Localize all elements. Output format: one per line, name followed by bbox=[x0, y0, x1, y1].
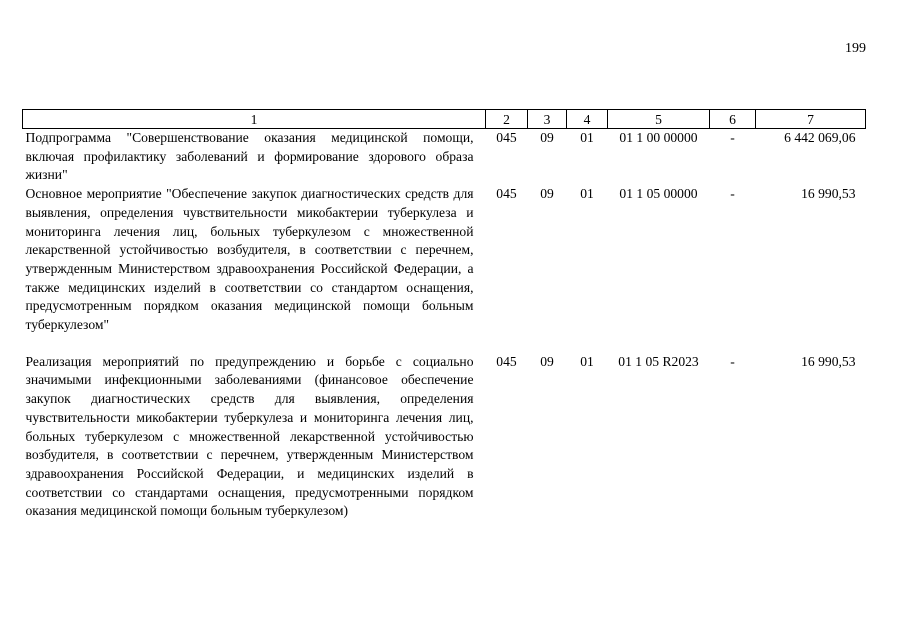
table-row bbox=[23, 353, 866, 521]
budget-table bbox=[22, 109, 866, 521]
row-col-6: - bbox=[730, 186, 735, 202]
row-col-5: 01 1 00 00000 bbox=[619, 130, 698, 145]
header-col-1: 1 bbox=[23, 110, 486, 129]
row-col-4: 01 bbox=[580, 130, 594, 145]
header-col-2: 2 bbox=[486, 110, 528, 129]
row-col-4: 01 bbox=[580, 186, 594, 202]
row-col-7: 16 990,53 bbox=[801, 353, 856, 369]
header-col-4: 4 bbox=[567, 110, 608, 129]
table-row bbox=[23, 129, 866, 186]
row-col-2: 045 bbox=[496, 186, 517, 202]
row-col-6: - bbox=[730, 353, 735, 369]
row-spacer bbox=[23, 335, 866, 353]
page-number: 199 bbox=[845, 41, 866, 56]
header-col-3: 3 bbox=[528, 110, 567, 129]
row-col-3: 09 bbox=[540, 186, 554, 202]
header-col-6: 6 bbox=[710, 110, 756, 129]
row-col-4: 01 bbox=[580, 353, 594, 369]
row-name: Подпрограмма "Совершенствование оказания медицинской помощи, включая профилактику заболеваний и формирование здорового образа жизни" bbox=[25, 130, 474, 183]
row-col-5: 01 1 05 R2023 bbox=[618, 353, 699, 369]
header-row bbox=[23, 110, 866, 129]
row-col-3: 09 bbox=[540, 130, 554, 145]
header-col-7: 7 bbox=[756, 110, 866, 129]
row-col-7: 16 990,53 bbox=[801, 186, 856, 202]
row-col-6: - bbox=[730, 130, 735, 145]
header-col-5: 5 bbox=[608, 110, 710, 129]
row-name: Основное мероприятие "Обеспечение закупок диагностических средств для выявления, определения чувствительности микобактерии туберкулеза и мониторинга лечения лиц, больных туберкулезом с множественной лекарственной устойчивостью возбудителя, в соответствии с перечнем, утвержденным Министерством здравоохранения Российской Федерации, а также медицинских изделий в соответствии со стандартом оснащения, предусмотренным порядком оказания медицинской помощи больным туберкулезом" bbox=[25, 186, 474, 333]
table-row bbox=[23, 185, 866, 335]
row-col-3: 09 bbox=[540, 353, 554, 369]
row-col-7: 6 442 069,06 bbox=[784, 130, 856, 145]
row-col-5: 01 1 05 00000 bbox=[619, 186, 698, 202]
row-col-2: 045 bbox=[496, 130, 517, 145]
row-name: Реализация мероприятий по предупреждению и борьбе с социально значимыми инфекционными заболеваниями (финансовое обеспечение закупок диагностических средств для выявления, определения чувствительности микобактерии туберкулеза и мониторинга лечения лиц, больных туберкулезом с множественной лекарственной устойчивостью возбудителя, в соответствии с перечнем, утвержденным Министерством здравоохранения Российской Федерации, и медицинских изделий в соответствии со стандартами оснащения, предусмотренными порядком оказания медицинской помощи больным туберкулезом) bbox=[25, 353, 474, 519]
row-col-2: 045 bbox=[496, 353, 517, 369]
